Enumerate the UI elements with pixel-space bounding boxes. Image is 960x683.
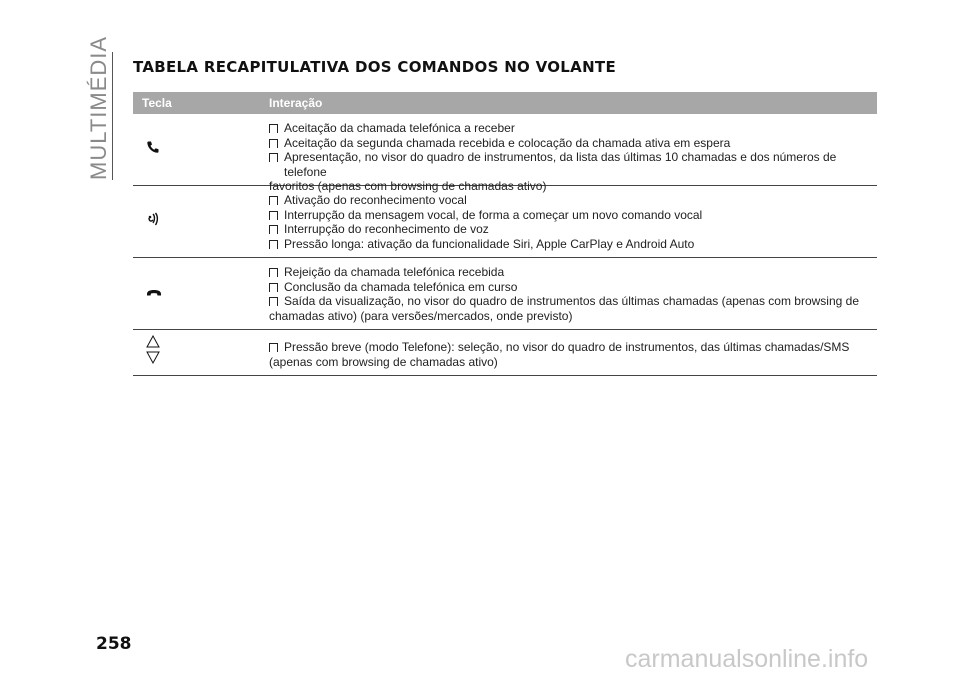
interaction-cell	[269, 258, 877, 329]
header-key: Tecla	[142, 96, 172, 110]
voice-command-icon	[146, 211, 160, 232]
list-item: Interrupção do reconhecimento de voz	[269, 222, 877, 237]
list-item: Interrupção da mensagem vocal, de forma a começar um novo comando vocal	[269, 208, 877, 223]
table-row	[133, 258, 877, 330]
section-side-tab	[84, 35, 113, 180]
list-item: Apresentação, no visor do quadro de instrumentos, da lista das últimas 10 chamadas e dos números de telefone	[269, 150, 877, 179]
list-item-continuation: favoritos (apenas com browsing de chamadas ativo)	[269, 179, 547, 193]
header-interaction: Interação	[269, 96, 323, 110]
page-title: TABELA RECAPITULATIVA DOS COMANDOS NO VOLANTE	[133, 58, 617, 76]
section-label: MULTIMÉDIA	[86, 35, 111, 180]
table-header	[133, 92, 877, 114]
list-item-continuation: (apenas com browsing de chamadas ativo)	[269, 354, 498, 369]
bullet-icon	[269, 139, 278, 148]
bullet-icon	[269, 297, 278, 306]
list-item: Rejeição da chamada telefónica recebida	[269, 265, 877, 280]
key-cell	[133, 330, 269, 375]
list-item: Saída da visualização, no visor do quadro de instrumentos das últimas chamadas (apenas com browsing de	[269, 294, 877, 309]
commands-table	[133, 92, 877, 376]
interaction-cell	[269, 114, 877, 193]
table-row	[133, 330, 877, 376]
bullet-icon	[269, 283, 278, 292]
bullet-icon	[269, 240, 278, 249]
bullet-icon	[269, 153, 278, 162]
list-item: Pressão longa: ativação da funcionalidade Siri, Apple CarPlay e Android Auto	[269, 237, 877, 252]
bullet-icon	[269, 196, 278, 205]
watermark: carmanualsonline.info	[625, 645, 869, 673]
bullet-icon	[269, 343, 278, 352]
page-number: 258	[96, 634, 132, 654]
list-item-continuation: chamadas ativo) (para versões/mercados, onde previsto)	[269, 308, 573, 323]
interaction-cell	[269, 330, 877, 375]
list-item: Ativação do reconhecimento vocal	[269, 193, 877, 208]
list-item: Pressão breve (modo Telefone): seleção, no visor do quadro de instrumentos, das últimas chamadas/SMS	[269, 340, 877, 355]
list-item: Aceitação da chamada telefónica a receber	[269, 121, 877, 136]
table-row	[133, 114, 877, 193]
table-row	[133, 186, 877, 258]
key-cell	[133, 114, 269, 185]
bullet-icon	[269, 225, 278, 234]
interaction-cell	[269, 186, 877, 257]
phone-icon	[146, 140, 160, 159]
hang-up-icon	[146, 285, 162, 303]
bullet-icon	[269, 124, 278, 133]
list-item: Aceitação da segunda chamada recebida e colocação da chamada ativa em espera	[269, 136, 877, 151]
bullet-icon	[269, 268, 278, 277]
key-cell	[133, 258, 269, 329]
list-item: Conclusão da chamada telefónica em curso	[269, 280, 877, 295]
key-cell	[133, 186, 269, 257]
up-down-arrows-icon	[146, 335, 160, 370]
bullet-icon	[269, 211, 278, 220]
